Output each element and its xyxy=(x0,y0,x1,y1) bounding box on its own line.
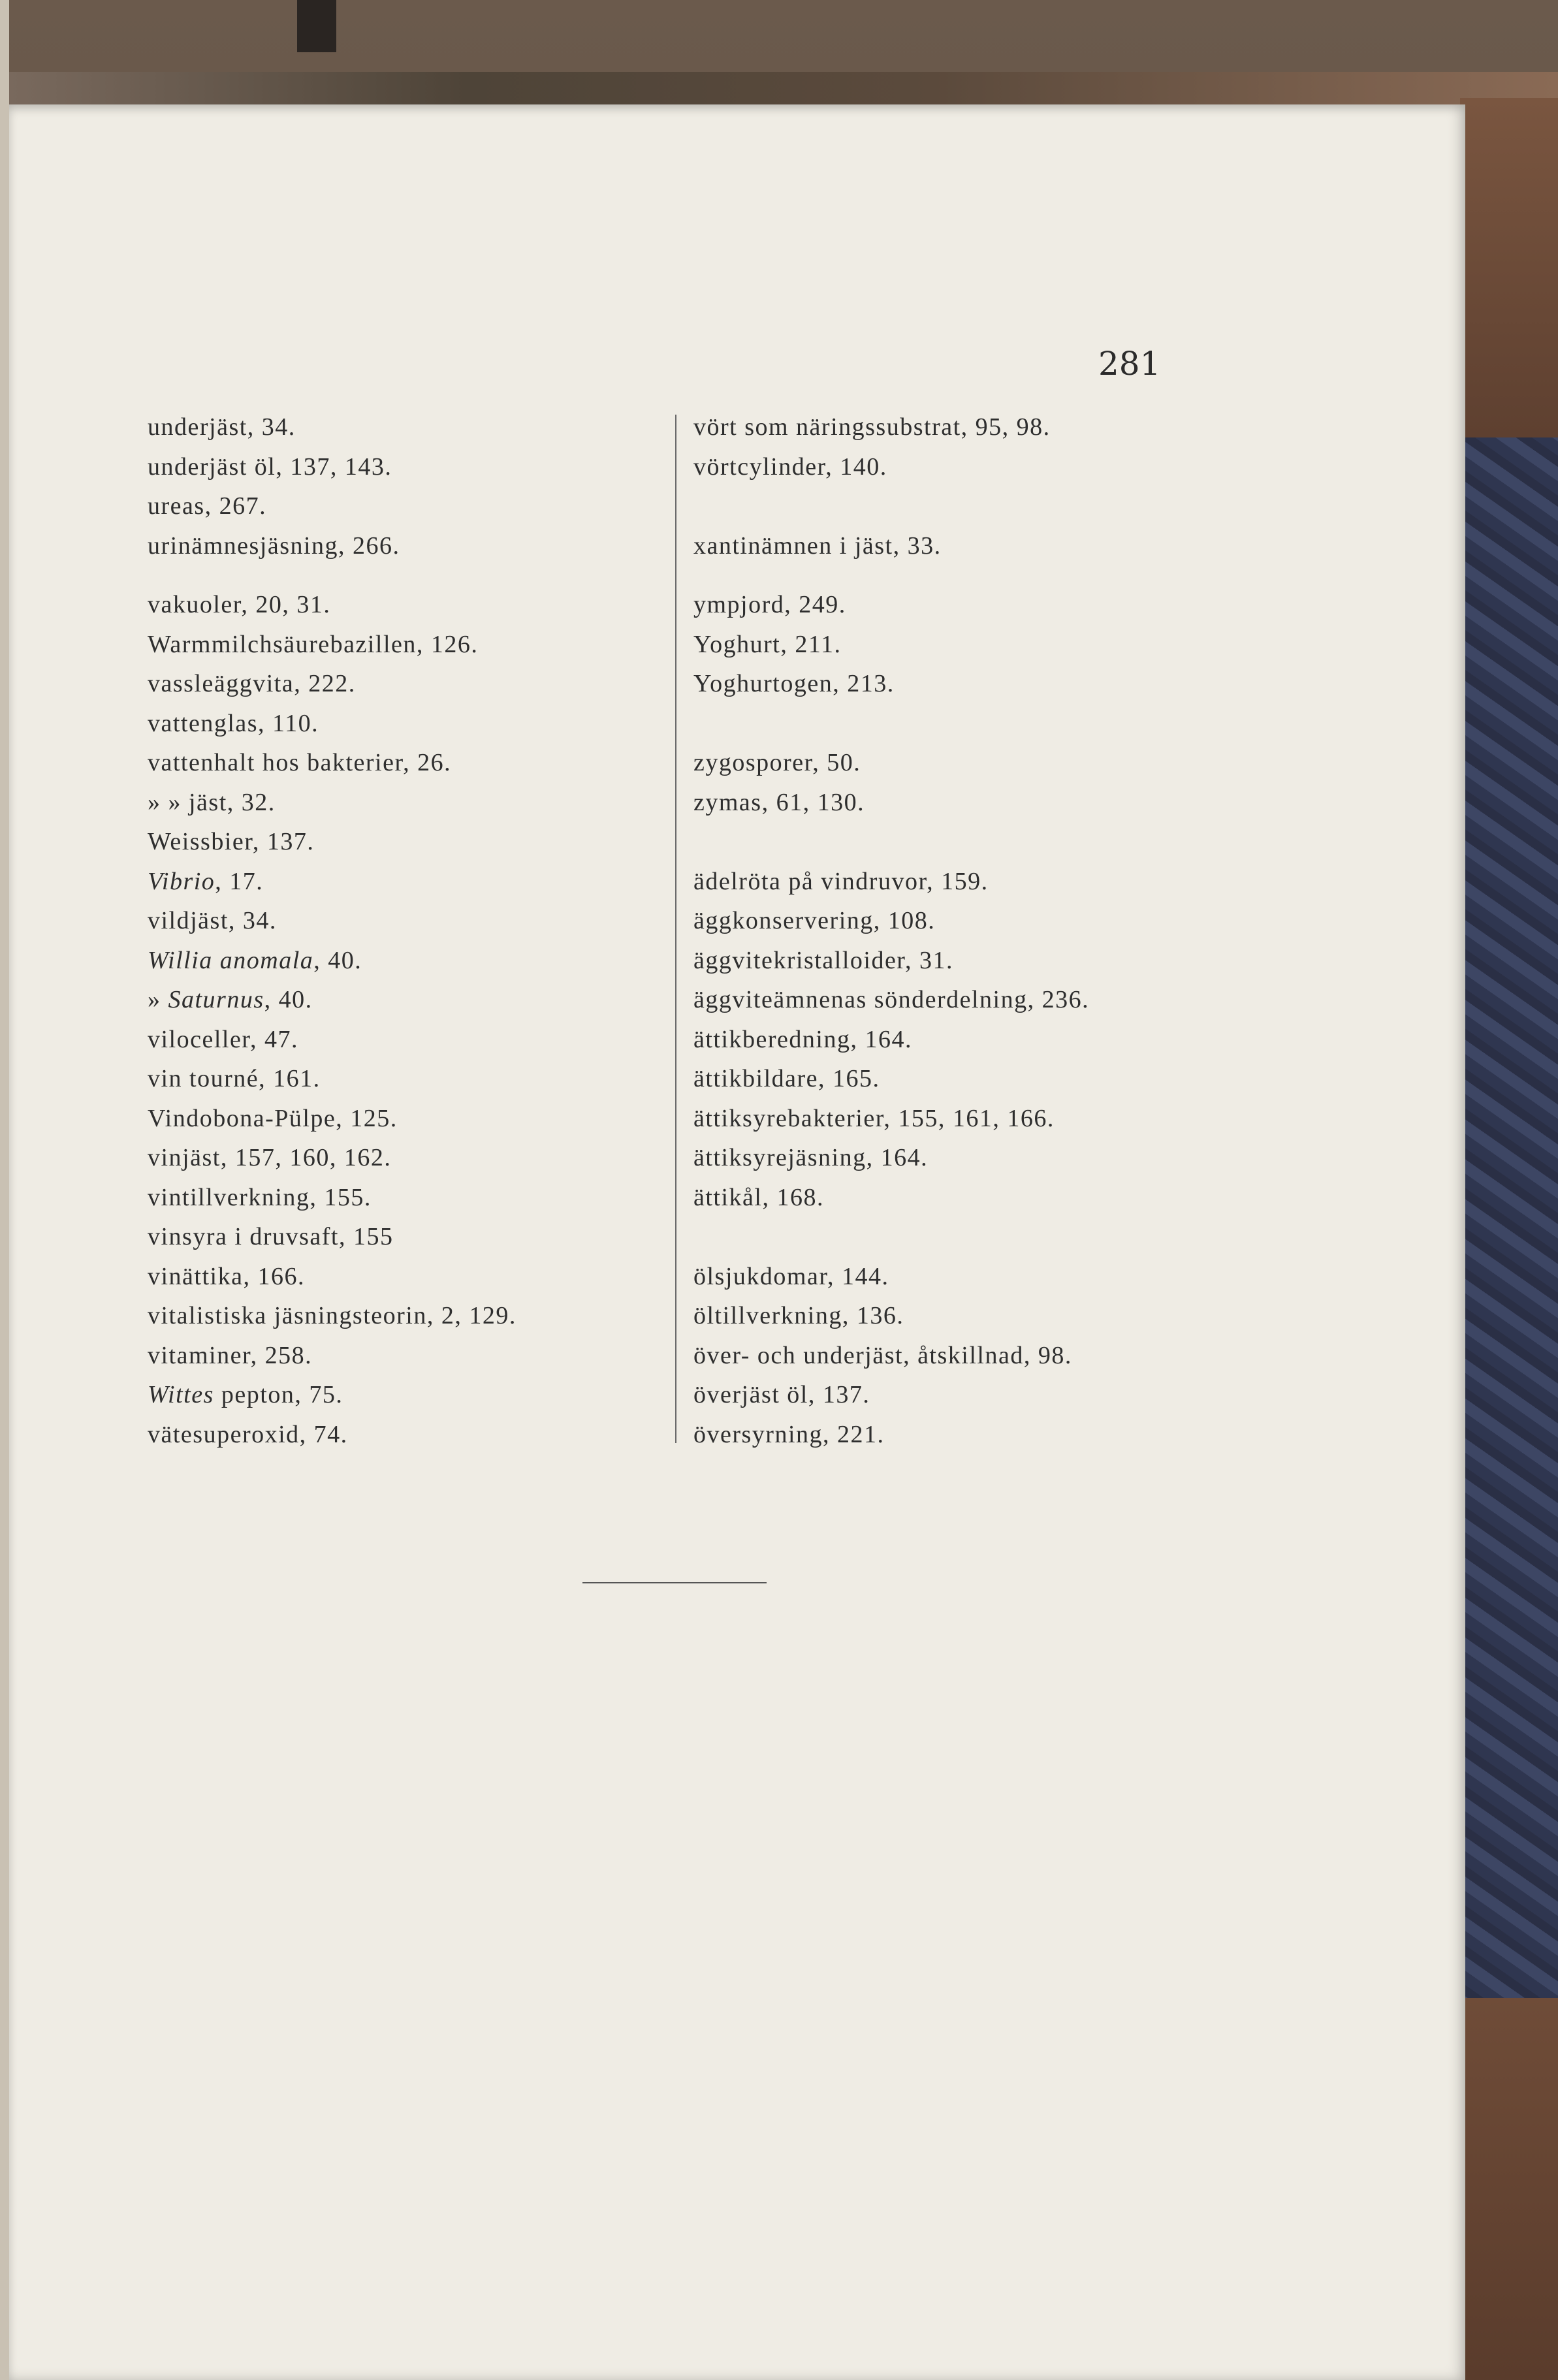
index-entry: ureas, 267. xyxy=(148,492,267,520)
index-entry: ympjord, 249. xyxy=(693,591,846,619)
index-entry: vin tourné, 161. xyxy=(148,1065,321,1093)
page-left-edge xyxy=(0,0,9,2380)
index-entry: Vindobona-Pülpe, 125. xyxy=(148,1104,398,1132)
index-entry: Vibrio, 17. xyxy=(148,867,264,895)
index-entry: vattenglas, 110. xyxy=(148,709,319,737)
index-entry: äggkonservering, 108. xyxy=(693,907,936,935)
index-entry: äggviteämnenas sönderdelning, 236. xyxy=(693,986,1090,1014)
index-entry: ättiksyrejäsning, 164. xyxy=(693,1144,929,1172)
book-cover-leather-corner-top xyxy=(1460,98,1558,437)
index-entry: zymas, 61, 130. xyxy=(693,788,865,816)
index-entry: översyrning, 221. xyxy=(693,1420,885,1448)
index-entry: urinämnesjäsning, 266. xyxy=(148,532,400,560)
index-entry: underjäst, 34. xyxy=(148,413,296,441)
index-entry: över- och underjäst, åtskillnad, 98. xyxy=(693,1341,1072,1369)
index-entry: zygosporer, 50. xyxy=(693,749,861,777)
index-entry: vattenhalt hos bakterier, 26. xyxy=(148,749,452,777)
index-entry: Willia anomala, 40. xyxy=(148,946,362,974)
index-entry: vassleäggvita, 222. xyxy=(148,670,356,698)
end-rule xyxy=(582,1582,767,1583)
index-entry: viloceller, 47. xyxy=(148,1025,298,1053)
index-entry: Wittes pepton, 75. xyxy=(148,1381,343,1409)
book-cover-leather-corner-bottom xyxy=(1460,1998,1558,2380)
index-entry: överjäst öl, 137. xyxy=(693,1381,870,1409)
index-entry: » » jäst, 32. xyxy=(148,788,276,816)
index-entry: vitalistiska jäsningsteorin, 2, 129. xyxy=(148,1302,517,1330)
book-page xyxy=(9,104,1465,2380)
index-entry: vörtcylinder, 140. xyxy=(693,452,887,481)
index-entry: Weissbier, 137. xyxy=(148,828,315,856)
index-entry: Yoghurtogen, 213. xyxy=(693,670,895,698)
index-entry: ädelröta på vindruvor, 159. xyxy=(693,867,989,895)
index-entry: » Saturnus, 40. xyxy=(148,986,313,1014)
index-entry: vätesuperoxid, 74. xyxy=(148,1420,348,1448)
index-entry: vinjäst, 157, 160, 162. xyxy=(148,1144,392,1172)
index-entry: underjäst öl, 137, 143. xyxy=(148,452,392,481)
bookmark-ribbon xyxy=(297,0,336,52)
index-entry: ättiksyrebakterier, 155, 161, 166. xyxy=(693,1104,1055,1132)
index-entry: xantinämnen i jäst, 33. xyxy=(693,532,942,560)
index-entry: vinättika, 166. xyxy=(148,1262,305,1290)
index-entry: vintillverkning, 155. xyxy=(148,1183,372,1211)
index-entry: Warmmilchsäurebazillen, 126. xyxy=(148,630,479,658)
index-entry: ättikberedning, 164. xyxy=(693,1025,912,1053)
index-entry: ölsjukdomar, 144. xyxy=(693,1262,889,1290)
index-entry: äggvitekristalloider, 31. xyxy=(693,946,953,974)
index-entry: vinsyra i druvsaft, 155 xyxy=(148,1223,394,1251)
index-entry: ättikbildare, 165. xyxy=(693,1065,880,1093)
index-entry: vitaminer, 258. xyxy=(148,1341,313,1369)
index-entry: vakuoler, 20, 31. xyxy=(148,591,331,619)
column-divider xyxy=(675,415,676,1443)
index-entry: Yoghurt, 211. xyxy=(693,630,842,658)
index-entry: öltillverkning, 136. xyxy=(693,1302,904,1330)
page-number: 281 xyxy=(1098,345,1161,383)
index-entry: ättikål, 168. xyxy=(693,1183,824,1211)
index-entry: vildjäst, 34. xyxy=(148,907,277,935)
index-entry: vört som näringssubstrat, 95, 98. xyxy=(693,413,1051,441)
